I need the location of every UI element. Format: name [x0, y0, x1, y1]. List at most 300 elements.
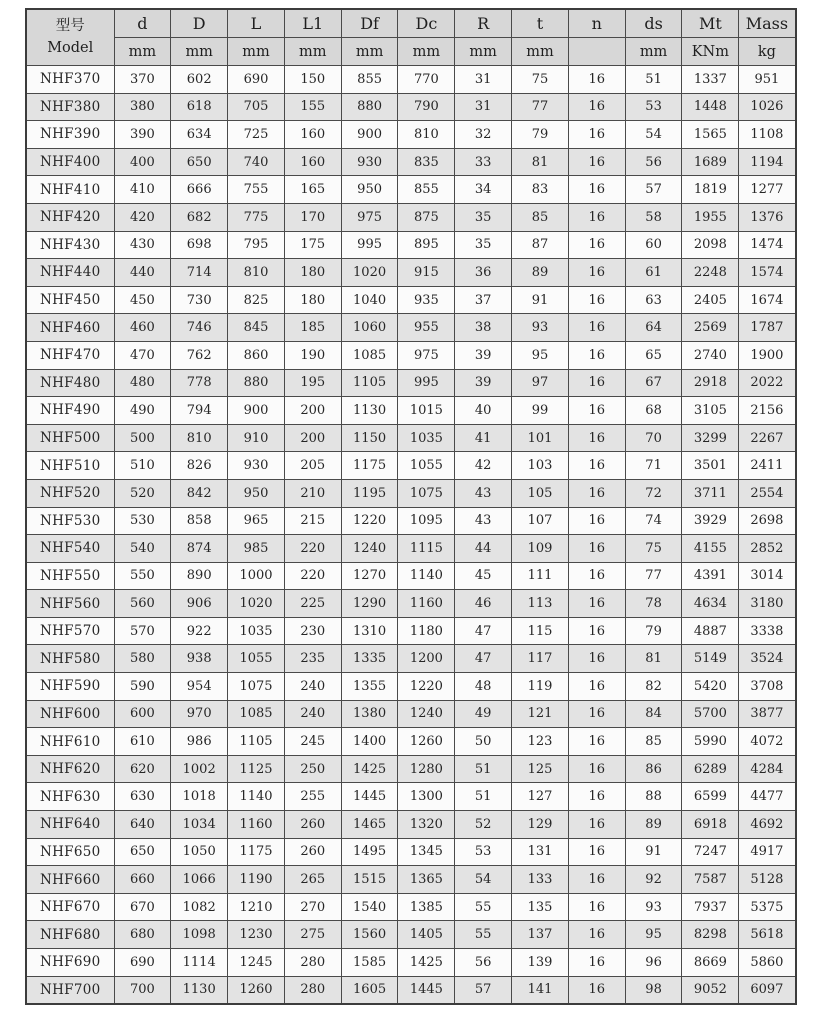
model-cell: NHF370 — [26, 66, 114, 94]
column-header-L1: L1 — [284, 9, 341, 38]
model-cell: NHF640 — [26, 811, 114, 839]
table-row — [26, 66, 796, 94]
value-cell: 16 — [568, 811, 625, 839]
value-cell: 930 — [341, 148, 398, 176]
value-cell: 3524 — [739, 645, 796, 673]
value-cell: 3711 — [682, 479, 739, 507]
value-cell: 1385 — [398, 893, 455, 921]
value-cell: 1108 — [739, 121, 796, 149]
value-cell: 89 — [512, 259, 569, 287]
value-cell: 170 — [284, 203, 341, 231]
value-cell: 155 — [284, 93, 341, 121]
value-cell: 1035 — [398, 424, 455, 452]
value-cell: 38 — [455, 314, 512, 342]
value-cell: 2698 — [739, 507, 796, 535]
value-cell: 1060 — [341, 314, 398, 342]
value-cell: 670 — [114, 893, 171, 921]
value-cell: 2411 — [739, 452, 796, 480]
value-cell: 6097 — [739, 976, 796, 1004]
value-cell: 1585 — [341, 949, 398, 977]
value-cell: 3501 — [682, 452, 739, 480]
header-label-row — [26, 9, 796, 38]
value-cell: 6918 — [682, 811, 739, 839]
value-cell: 109 — [512, 535, 569, 563]
table-row — [26, 479, 796, 507]
value-cell: 520 — [114, 479, 171, 507]
value-cell: 88 — [625, 783, 682, 811]
column-unit-D: mm — [171, 38, 228, 66]
value-cell: 1335 — [341, 645, 398, 673]
value-cell: 380 — [114, 93, 171, 121]
table-row — [26, 507, 796, 535]
value-cell: 1674 — [739, 286, 796, 314]
value-cell: 1175 — [341, 452, 398, 480]
value-cell: 5420 — [682, 673, 739, 701]
value-cell: 3299 — [682, 424, 739, 452]
value-cell: 129 — [512, 811, 569, 839]
column-header-Mt: Mt — [682, 9, 739, 38]
value-cell: 72 — [625, 479, 682, 507]
value-cell: 906 — [171, 590, 228, 618]
value-cell: 175 — [284, 231, 341, 259]
value-cell: 133 — [512, 866, 569, 894]
value-cell: 775 — [228, 203, 285, 231]
value-cell: 1180 — [398, 617, 455, 645]
value-cell: 46 — [455, 590, 512, 618]
table-row — [26, 617, 796, 645]
value-cell: 2156 — [739, 397, 796, 425]
model-cell: NHF650 — [26, 838, 114, 866]
column-header-ds: ds — [625, 9, 682, 38]
value-cell: 880 — [341, 93, 398, 121]
value-cell: 245 — [284, 728, 341, 756]
value-cell: 280 — [284, 976, 341, 1004]
value-cell: 530 — [114, 507, 171, 535]
column-unit-t: mm — [512, 38, 569, 66]
value-cell: 4284 — [739, 755, 796, 783]
value-cell: 1245 — [228, 949, 285, 977]
model-cell: NHF430 — [26, 231, 114, 259]
value-cell: 1230 — [228, 921, 285, 949]
table-row — [26, 231, 796, 259]
value-cell: 1355 — [341, 673, 398, 701]
value-cell: 875 — [398, 203, 455, 231]
model-header-zh: 型号 — [55, 18, 85, 35]
value-cell: 54 — [625, 121, 682, 149]
value-cell: 1290 — [341, 590, 398, 618]
value-cell: 50 — [455, 728, 512, 756]
value-cell: 127 — [512, 783, 569, 811]
value-cell: 986 — [171, 728, 228, 756]
value-cell: 1260 — [398, 728, 455, 756]
value-cell: 37 — [455, 286, 512, 314]
column-unit-d: mm — [114, 38, 171, 66]
value-cell: 255 — [284, 783, 341, 811]
value-cell: 790 — [398, 93, 455, 121]
value-cell: 79 — [512, 121, 569, 149]
value-cell: 16 — [568, 617, 625, 645]
value-cell: 260 — [284, 811, 341, 839]
column-unit-Dc: mm — [398, 38, 455, 66]
value-cell: 540 — [114, 535, 171, 563]
value-cell: 7247 — [682, 838, 739, 866]
value-cell: 922 — [171, 617, 228, 645]
table-row — [26, 176, 796, 204]
value-cell: 490 — [114, 397, 171, 425]
value-cell: 666 — [171, 176, 228, 204]
value-cell: 835 — [398, 148, 455, 176]
value-cell: 1515 — [341, 866, 398, 894]
value-cell: 680 — [114, 921, 171, 949]
value-cell: 56 — [455, 949, 512, 977]
value-cell: 131 — [512, 838, 569, 866]
value-cell: 995 — [398, 369, 455, 397]
value-cell: 32 — [455, 121, 512, 149]
value-cell: 119 — [512, 673, 569, 701]
value-cell: 180 — [284, 259, 341, 287]
value-cell: 1075 — [398, 479, 455, 507]
column-header-t: t — [512, 9, 569, 38]
value-cell: 430 — [114, 231, 171, 259]
value-cell: 210 — [284, 479, 341, 507]
value-cell: 1160 — [228, 811, 285, 839]
value-cell: 1260 — [228, 976, 285, 1004]
value-cell: 698 — [171, 231, 228, 259]
value-cell: 96 — [625, 949, 682, 977]
value-cell: 1220 — [398, 673, 455, 701]
value-cell: 1018 — [171, 783, 228, 811]
value-cell: 39 — [455, 369, 512, 397]
value-cell: 68 — [625, 397, 682, 425]
value-cell: 1115 — [398, 535, 455, 563]
model-cell: NHF490 — [26, 397, 114, 425]
value-cell: 955 — [398, 314, 455, 342]
value-cell: 1560 — [341, 921, 398, 949]
value-cell: 16 — [568, 673, 625, 701]
value-cell: 500 — [114, 424, 171, 452]
column-header-Mass: Mass — [739, 9, 796, 38]
value-cell: 5128 — [739, 866, 796, 894]
value-cell: 794 — [171, 397, 228, 425]
value-cell: 510 — [114, 452, 171, 480]
value-cell: 690 — [228, 66, 285, 94]
value-cell: 5700 — [682, 700, 739, 728]
table-header — [26, 9, 796, 66]
column-header-Df: Df — [341, 9, 398, 38]
table-row — [26, 838, 796, 866]
value-cell: 705 — [228, 93, 285, 121]
value-cell: 1200 — [398, 645, 455, 673]
value-cell: 6289 — [682, 755, 739, 783]
model-cell: NHF510 — [26, 452, 114, 480]
value-cell: 860 — [228, 341, 285, 369]
model-cell: NHF540 — [26, 535, 114, 563]
value-cell: 103 — [512, 452, 569, 480]
value-cell: 47 — [455, 645, 512, 673]
value-cell: 33 — [455, 148, 512, 176]
value-cell: 95 — [625, 921, 682, 949]
value-cell: 16 — [568, 783, 625, 811]
value-cell: 1376 — [739, 203, 796, 231]
value-cell: 1819 — [682, 176, 739, 204]
value-cell: 4477 — [739, 783, 796, 811]
value-cell: 56 — [625, 148, 682, 176]
header-unit-row — [26, 38, 796, 66]
value-cell: 91 — [512, 286, 569, 314]
column-header-L: L — [228, 9, 285, 38]
value-cell: 1337 — [682, 66, 739, 94]
value-cell: 235 — [284, 645, 341, 673]
value-cell: 98 — [625, 976, 682, 1004]
value-cell: 16 — [568, 728, 625, 756]
value-cell: 855 — [398, 176, 455, 204]
value-cell: 1055 — [228, 645, 285, 673]
table-row — [26, 93, 796, 121]
table-row — [26, 590, 796, 618]
value-cell: 480 — [114, 369, 171, 397]
model-cell: NHF680 — [26, 921, 114, 949]
value-cell: 230 — [284, 617, 341, 645]
table-row — [26, 921, 796, 949]
value-cell: 770 — [398, 66, 455, 94]
value-cell: 6599 — [682, 783, 739, 811]
value-cell: 1002 — [171, 755, 228, 783]
value-cell: 16 — [568, 259, 625, 287]
value-cell: 660 — [114, 866, 171, 894]
value-cell: 730 — [171, 286, 228, 314]
value-cell: 634 — [171, 121, 228, 149]
value-cell: 105 — [512, 479, 569, 507]
value-cell: 895 — [398, 231, 455, 259]
value-cell: 84 — [625, 700, 682, 728]
table-row — [26, 562, 796, 590]
value-cell: 70 — [625, 424, 682, 452]
model-cell: NHF450 — [26, 286, 114, 314]
model-cell: NHF440 — [26, 259, 114, 287]
value-cell: 1445 — [398, 976, 455, 1004]
value-cell: 55 — [455, 921, 512, 949]
model-cell: NHF700 — [26, 976, 114, 1004]
value-cell: 3014 — [739, 562, 796, 590]
value-cell: 630 — [114, 783, 171, 811]
table-row — [26, 976, 796, 1004]
table-row — [26, 728, 796, 756]
value-cell: 55 — [455, 893, 512, 921]
value-cell: 160 — [284, 148, 341, 176]
value-cell: 930 — [228, 452, 285, 480]
value-cell: 107 — [512, 507, 569, 535]
value-cell: 1240 — [341, 535, 398, 563]
value-cell: 970 — [171, 700, 228, 728]
value-cell: 43 — [455, 479, 512, 507]
value-cell: 16 — [568, 176, 625, 204]
value-cell: 53 — [455, 838, 512, 866]
value-cell: 825 — [228, 286, 285, 314]
model-cell: NHF670 — [26, 893, 114, 921]
model-cell: NHF660 — [26, 866, 114, 894]
model-cell: NHF420 — [26, 203, 114, 231]
value-cell: 71 — [625, 452, 682, 480]
table-row — [26, 148, 796, 176]
value-cell: 762 — [171, 341, 228, 369]
value-cell: 4887 — [682, 617, 739, 645]
value-cell: 650 — [114, 838, 171, 866]
value-cell: 950 — [341, 176, 398, 204]
value-cell: 910 — [228, 424, 285, 452]
column-unit-R: mm — [455, 38, 512, 66]
value-cell: 8669 — [682, 949, 739, 977]
value-cell: 1105 — [228, 728, 285, 756]
value-cell: 16 — [568, 976, 625, 1004]
value-cell: 1085 — [228, 700, 285, 728]
value-cell: 31 — [455, 93, 512, 121]
value-cell: 60 — [625, 231, 682, 259]
value-cell: 63 — [625, 286, 682, 314]
value-cell: 2098 — [682, 231, 739, 259]
value-cell: 1020 — [228, 590, 285, 618]
value-cell: 99 — [512, 397, 569, 425]
value-cell: 35 — [455, 231, 512, 259]
value-cell: 141 — [512, 976, 569, 1004]
value-cell: 1095 — [398, 507, 455, 535]
value-cell: 89 — [625, 811, 682, 839]
value-cell: 640 — [114, 811, 171, 839]
value-cell: 1034 — [171, 811, 228, 839]
value-cell: 16 — [568, 507, 625, 535]
value-cell: 65 — [625, 341, 682, 369]
value-cell: 1194 — [739, 148, 796, 176]
value-cell: 16 — [568, 397, 625, 425]
value-cell: 938 — [171, 645, 228, 673]
value-cell: 195 — [284, 369, 341, 397]
table-row — [26, 369, 796, 397]
value-cell: 40 — [455, 397, 512, 425]
value-cell: 7587 — [682, 866, 739, 894]
value-cell: 1540 — [341, 893, 398, 921]
table-body — [26, 66, 796, 1005]
value-cell: 580 — [114, 645, 171, 673]
value-cell: 16 — [568, 921, 625, 949]
value-cell: 16 — [568, 121, 625, 149]
value-cell: 975 — [398, 341, 455, 369]
model-cell: NHF480 — [26, 369, 114, 397]
value-cell: 3180 — [739, 590, 796, 618]
value-cell: 1270 — [341, 562, 398, 590]
value-cell: 1445 — [341, 783, 398, 811]
model-column-header — [26, 9, 114, 66]
value-cell: 1125 — [228, 755, 285, 783]
model-cell: NHF580 — [26, 645, 114, 673]
value-cell: 855 — [341, 66, 398, 94]
value-cell: 985 — [228, 535, 285, 563]
table-row — [26, 314, 796, 342]
value-cell: 1015 — [398, 397, 455, 425]
value-cell: 1474 — [739, 231, 796, 259]
value-cell: 682 — [171, 203, 228, 231]
model-cell: NHF390 — [26, 121, 114, 149]
model-cell: NHF380 — [26, 93, 114, 121]
table-row — [26, 203, 796, 231]
value-cell: 2918 — [682, 369, 739, 397]
value-cell: 470 — [114, 341, 171, 369]
value-cell: 618 — [171, 93, 228, 121]
value-cell: 1565 — [682, 121, 739, 149]
table-row — [26, 949, 796, 977]
value-cell: 97 — [512, 369, 569, 397]
value-cell: 16 — [568, 838, 625, 866]
table-row — [26, 811, 796, 839]
value-cell: 880 — [228, 369, 285, 397]
value-cell: 5149 — [682, 645, 739, 673]
value-cell: 113 — [512, 590, 569, 618]
value-cell: 1066 — [171, 866, 228, 894]
value-cell: 53 — [625, 93, 682, 121]
value-cell: 826 — [171, 452, 228, 480]
value-cell: 16 — [568, 755, 625, 783]
value-cell: 1310 — [341, 617, 398, 645]
value-cell: 1689 — [682, 148, 739, 176]
value-cell: 1574 — [739, 259, 796, 287]
column-unit-n — [568, 38, 625, 66]
model-cell: NHF410 — [26, 176, 114, 204]
value-cell: 220 — [284, 535, 341, 563]
value-cell: 1400 — [341, 728, 398, 756]
value-cell: 77 — [625, 562, 682, 590]
value-cell: 810 — [171, 424, 228, 452]
table-row — [26, 259, 796, 287]
column-unit-ds: mm — [625, 38, 682, 66]
value-cell: 95 — [512, 341, 569, 369]
value-cell: 420 — [114, 203, 171, 231]
value-cell: 3338 — [739, 617, 796, 645]
value-cell: 1035 — [228, 617, 285, 645]
table-row — [26, 645, 796, 673]
value-cell: 795 — [228, 231, 285, 259]
model-cell: NHF630 — [26, 783, 114, 811]
column-unit-L: mm — [228, 38, 285, 66]
value-cell: 160 — [284, 121, 341, 149]
value-cell: 965 — [228, 507, 285, 535]
value-cell: 16 — [568, 562, 625, 590]
table-row — [26, 700, 796, 728]
value-cell: 57 — [455, 976, 512, 1004]
value-cell: 190 — [284, 341, 341, 369]
value-cell: 1098 — [171, 921, 228, 949]
value-cell: 121 — [512, 700, 569, 728]
value-cell: 400 — [114, 148, 171, 176]
model-cell: NHF500 — [26, 424, 114, 452]
column-unit-Df: mm — [341, 38, 398, 66]
value-cell: 51 — [625, 66, 682, 94]
table-row — [26, 755, 796, 783]
value-cell: 845 — [228, 314, 285, 342]
value-cell: 34 — [455, 176, 512, 204]
value-cell: 620 — [114, 755, 171, 783]
value-cell: 1140 — [398, 562, 455, 590]
value-cell: 5375 — [739, 893, 796, 921]
value-cell: 1320 — [398, 811, 455, 839]
model-cell: NHF620 — [26, 755, 114, 783]
value-cell: 51 — [455, 755, 512, 783]
value-cell: 16 — [568, 535, 625, 563]
value-cell: 602 — [171, 66, 228, 94]
value-cell: 49 — [455, 700, 512, 728]
value-cell: 7937 — [682, 893, 739, 921]
value-cell: 950 — [228, 479, 285, 507]
value-cell: 58 — [625, 203, 682, 231]
column-header-n: n — [568, 9, 625, 38]
model-header-en: Model — [47, 39, 94, 56]
